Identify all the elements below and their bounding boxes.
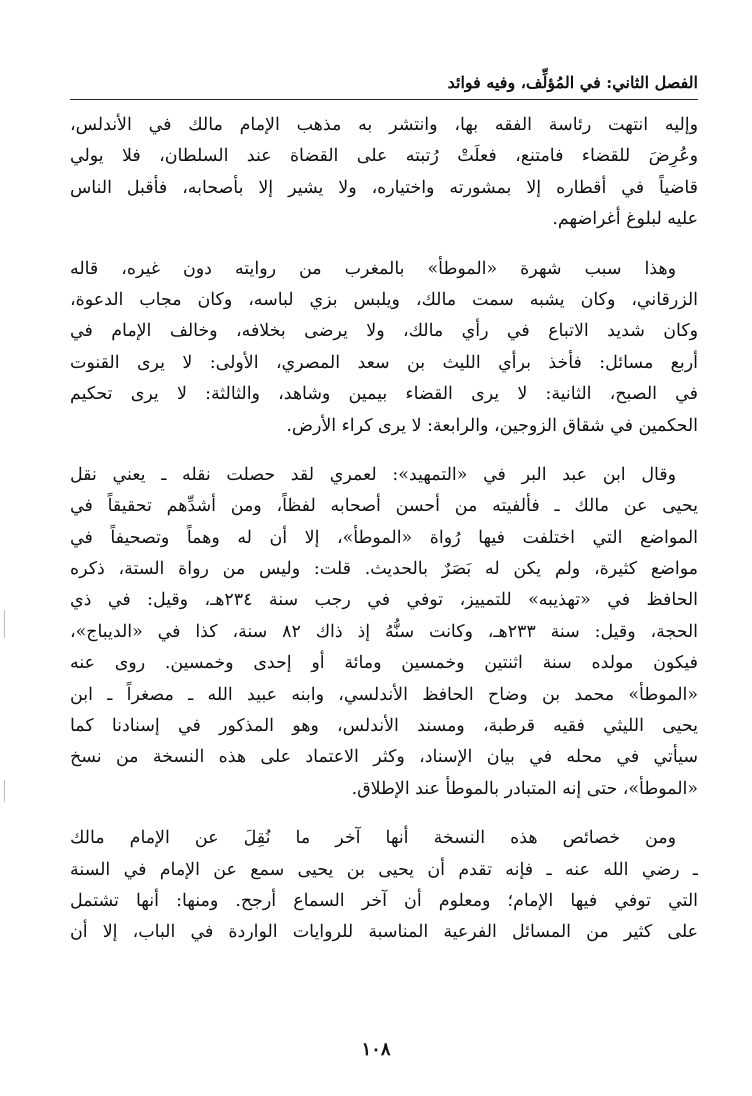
- text-line: «الموطأ»، حتى إنه المتبادر بالموطأ عند الإطلاق.: [351, 778, 698, 799]
- text-line: قاضياً في أقطاره إلا بمشورته واختياره، ولا يشير إلا بأصحابه، فأقبل الناس: [70, 177, 698, 198]
- text-line: وهذا سبب شهرة «الموطأ» بالمغرب من روايته دون غيره، قاله: [70, 258, 676, 279]
- scan-edge-mark: [4, 780, 5, 802]
- text-line: وعُرِضَ للقضاء فامتنع، فعلَتْ رُتبته على القضاة عند السلطان، فلا يولي: [70, 146, 698, 167]
- text-line: وكان شديد الاتباع في رأي مالك، ولا يرضى بخلافه، وخالف الإمام في: [70, 321, 698, 342]
- scan-edge-mark: [4, 610, 5, 638]
- paragraph-4: [70, 823, 698, 949]
- text-line: وقال ابن عبد البر في «التمهيد»: لعمري لقد حصلت نقله ـ يعني نقل: [70, 464, 676, 485]
- running-header: الفصل الثاني: في المُؤلِّف، وفيه فوائد: [447, 73, 698, 92]
- text-line: فيكون مولده سنة اثنتين وخمسين ومائة أو إحدى وخمسين. روى عنه: [70, 653, 698, 674]
- text-line: التي توفي فيها الإمام؛ ومعلوم أن آخر السماع أرجح. ومنها: أنها تشتمل: [70, 890, 698, 911]
- paragraph-3: [70, 460, 698, 805]
- text-line: على كثير من المسائل الفرعية المناسبة للروايات الواردة في الباب، إلا أن: [70, 922, 698, 943]
- text-line: «الموطأ» محمد بن وضاح الحافظ الأندلسي، وابنه عبيد الله ـ مصغراً ـ ابن: [70, 684, 698, 705]
- text-line: الحافظ في «تهذيبه» للتمييز، توفي في رجب سنة ٢٣٤هـ، وقيل: في ذي: [70, 590, 698, 611]
- text-line: أربع مسائل: فأخذ برأي الليث بن سعد المصري، الأولى: لا يرى القنوت: [70, 352, 698, 373]
- text-line: يحيى عن مالك ـ فألفيته من أحسن أصحابه لفظاً، ومن أشدِّهم تحقيقاً في: [70, 496, 698, 517]
- page-body: [70, 110, 698, 949]
- text-line: ومن خصائص هذه النسخة أنها آخر ما نُقِلَ عن الإمام مالك: [70, 828, 676, 849]
- header-divider: [70, 99, 698, 100]
- text-line: الزرقاني، وكان يشبه سمت مالك، ويلبس بزي لباسه، وكان مجاب الدعوة،: [70, 289, 698, 310]
- text-line: المواضع التي اختلفت فيها رُواة «الموطأ»، إلا أن له وهماً وتصحيفاً في: [70, 527, 698, 548]
- text-line: يحيى الليثي فقيه قرطبة، ومسند الأندلس، وهو المذكور في إسنادنا كما: [70, 716, 698, 737]
- paragraph-2: [70, 254, 698, 442]
- text-line: مواضع كثيرة، ولم يكن له بَصَرٌ بالحديث. قلت: وليس من رواة الستة، ذكره: [70, 559, 698, 580]
- text-line: وإليه انتهت رئاسة الفقه بها، وانتشر به مذهب الإمام مالك في الأندلس،: [70, 115, 698, 135]
- text-line: عليه لبلوغ أغراضهم.: [552, 209, 698, 230]
- page-number: ١٠٨: [361, 1039, 391, 1060]
- text-line: في الصبح، الثانية: لا يرى القضاء بيمين وشاهد، والثالثة: لا يرى تحكيم: [70, 384, 698, 405]
- text-line: ـ رضي الله عنه ـ فإنه تقدم أن يحيى بن يحيى سمع عن الإمام في السنة: [70, 859, 698, 880]
- text-line: الحكمين في شقاق الزوجين، والرابعة: لا يرى كراء الأرض.: [286, 415, 698, 436]
- text-line: سيأتي في محله في بيان الإسناد، وكثر الاعتماد على هذه النسخة من نسخ: [70, 747, 698, 768]
- text-line: الحجة، وقيل: سنة ٢٣٣هـ، وكانت سنُّهُ إذ ذاك ٨٢ سنة، كذا في «الديباج»،: [70, 621, 698, 642]
- paragraph-1: [70, 110, 698, 236]
